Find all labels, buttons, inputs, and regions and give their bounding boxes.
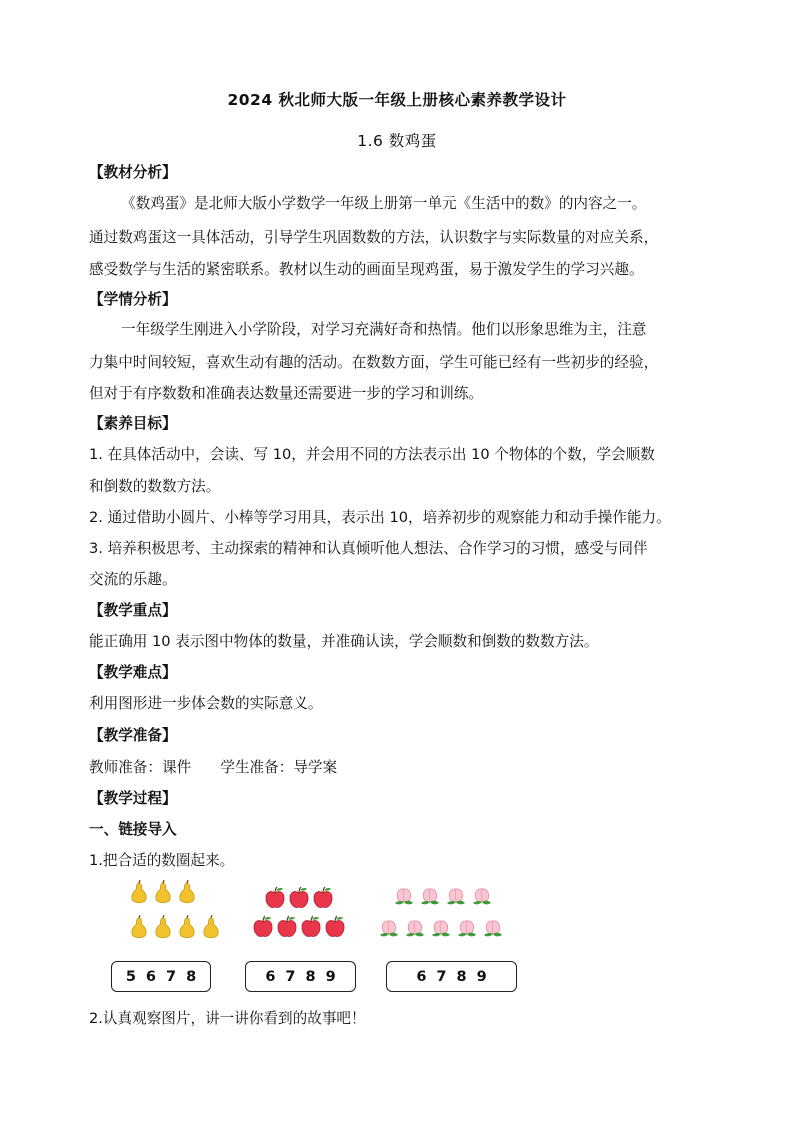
section-heading-difficulty: 【教学难点】 — [89, 664, 177, 681]
number-choice-box — [111, 961, 211, 992]
peach-icon — [456, 918, 478, 938]
paragraph-line: 《数鸡蛋》是北师大版小学数学一年级上册第一单元《生活中的数》的内容之一。 — [121, 195, 647, 212]
section-heading-analysis: 【教材分析】 — [89, 164, 177, 181]
paragraph-line: 能正确用 10 表示图中物体的数量，并准确认读，学会顺数和倒数的数数方法。 — [89, 633, 599, 650]
section-heading-key: 【教学重点】 — [89, 602, 177, 619]
pear-icon — [176, 915, 198, 941]
number-option[interactable]: 7 — [285, 968, 296, 985]
apple-row-bottom — [252, 915, 346, 939]
apple-icon — [288, 886, 310, 910]
pear-icon — [152, 880, 174, 906]
number-option[interactable]: 9 — [476, 968, 487, 985]
paragraph-line: 利用图形进一步体会数的实际意义。 — [89, 695, 323, 712]
apple-icon — [276, 915, 298, 939]
number-option[interactable]: 7 — [166, 968, 177, 985]
section-heading-prep: 【教学准备】 — [89, 727, 177, 744]
pear-row-bottom — [128, 915, 222, 941]
goal-line: 交流的乐趣。 — [89, 571, 177, 588]
peach-icon — [419, 886, 441, 906]
number-option[interactable]: 5 — [125, 968, 136, 985]
part-heading: 一、链接导入 — [89, 821, 177, 838]
apple-icon — [324, 915, 346, 939]
paragraph-line: 教师准备：课件 学生准备：导学案 — [89, 759, 338, 776]
goal-line: 1. 在具体活动中，会读、写 10，并会用不同的方法表示出 10 个物体的个数，学会顺数 — [89, 446, 655, 463]
number-option[interactable]: 8 — [456, 968, 467, 985]
pear-row-top — [128, 880, 198, 906]
number-option[interactable]: 8 — [186, 968, 197, 985]
peach-row-bottom — [378, 918, 504, 938]
peach-icon — [430, 918, 452, 938]
goal-line: 和倒数的数数方法。 — [89, 478, 221, 495]
number-option[interactable]: 8 — [305, 968, 316, 985]
pear-icon — [200, 915, 222, 941]
number-option[interactable]: 9 — [325, 968, 336, 985]
peach-icon — [471, 886, 493, 906]
peach-icon — [482, 918, 504, 938]
number-option[interactable]: 6 — [145, 968, 156, 985]
apple-row-top — [264, 886, 334, 910]
question-line: 2.认真观察图片，讲一讲你看到的故事吧！ — [89, 1010, 366, 1027]
pear-icon — [152, 915, 174, 941]
section-heading-learner: 【学情分析】 — [89, 291, 177, 308]
section-heading-process: 【教学过程】 — [89, 790, 177, 807]
peach-icon — [445, 886, 467, 906]
number-option[interactable]: 6 — [416, 968, 427, 985]
paragraph-line: 通过数鸡蛋这一具体活动，引导学生巩固数数的方法，认识数字与实际数量的对应关系， — [89, 229, 659, 246]
peach-icon — [404, 918, 426, 938]
document-subtitle: 1.6 数鸡蛋 — [357, 132, 437, 150]
number-choice-box — [245, 961, 356, 992]
section-heading-goals: 【素养目标】 — [89, 415, 177, 432]
apple-icon — [264, 886, 286, 910]
peach-icon — [378, 918, 400, 938]
goal-line: 2. 通过借助小圆片、小棒等学习用具，表示出 10，培养初步的观察能力和动手操作能力。 — [89, 509, 671, 526]
apple-icon — [252, 915, 274, 939]
paragraph-line: 但对于有序数数和准确表达数量还需要进一步的学习和训练。 — [89, 385, 484, 402]
pear-icon — [128, 880, 150, 906]
number-option[interactable]: 6 — [265, 968, 276, 985]
apple-icon — [300, 915, 322, 939]
pear-icon — [128, 915, 150, 941]
pear-icon — [176, 880, 198, 906]
question-line: 1.把合适的数圈起来。 — [89, 852, 235, 869]
paragraph-line: 感受数学与生活的紧密联系。教材以生动的画面呈现鸡蛋，易于激发学生的学习兴趣。 — [89, 261, 644, 278]
paragraph-line: 力集中时间较短，喜欢生动有趣的活动。在数数方面，学生可能已经有一些初步的经验， — [89, 354, 659, 371]
document-title: 2024 秋北师大版一年级上册核心素养教学设计 — [227, 91, 567, 109]
apple-icon — [312, 886, 334, 910]
number-option[interactable]: 7 — [436, 968, 447, 985]
goal-line: 3. 培养积极思考、主动探索的精神和认真倾听他人想法、合作学习的习惯，感受与同伴 — [89, 540, 648, 557]
peach-icon — [393, 886, 415, 906]
peach-row-top — [393, 886, 493, 906]
number-choice-box — [386, 961, 517, 992]
paragraph-line: 一年级学生刚进入小学阶段，对学习充满好奇和热情。他们以形象思维为主，注意 — [121, 321, 647, 338]
